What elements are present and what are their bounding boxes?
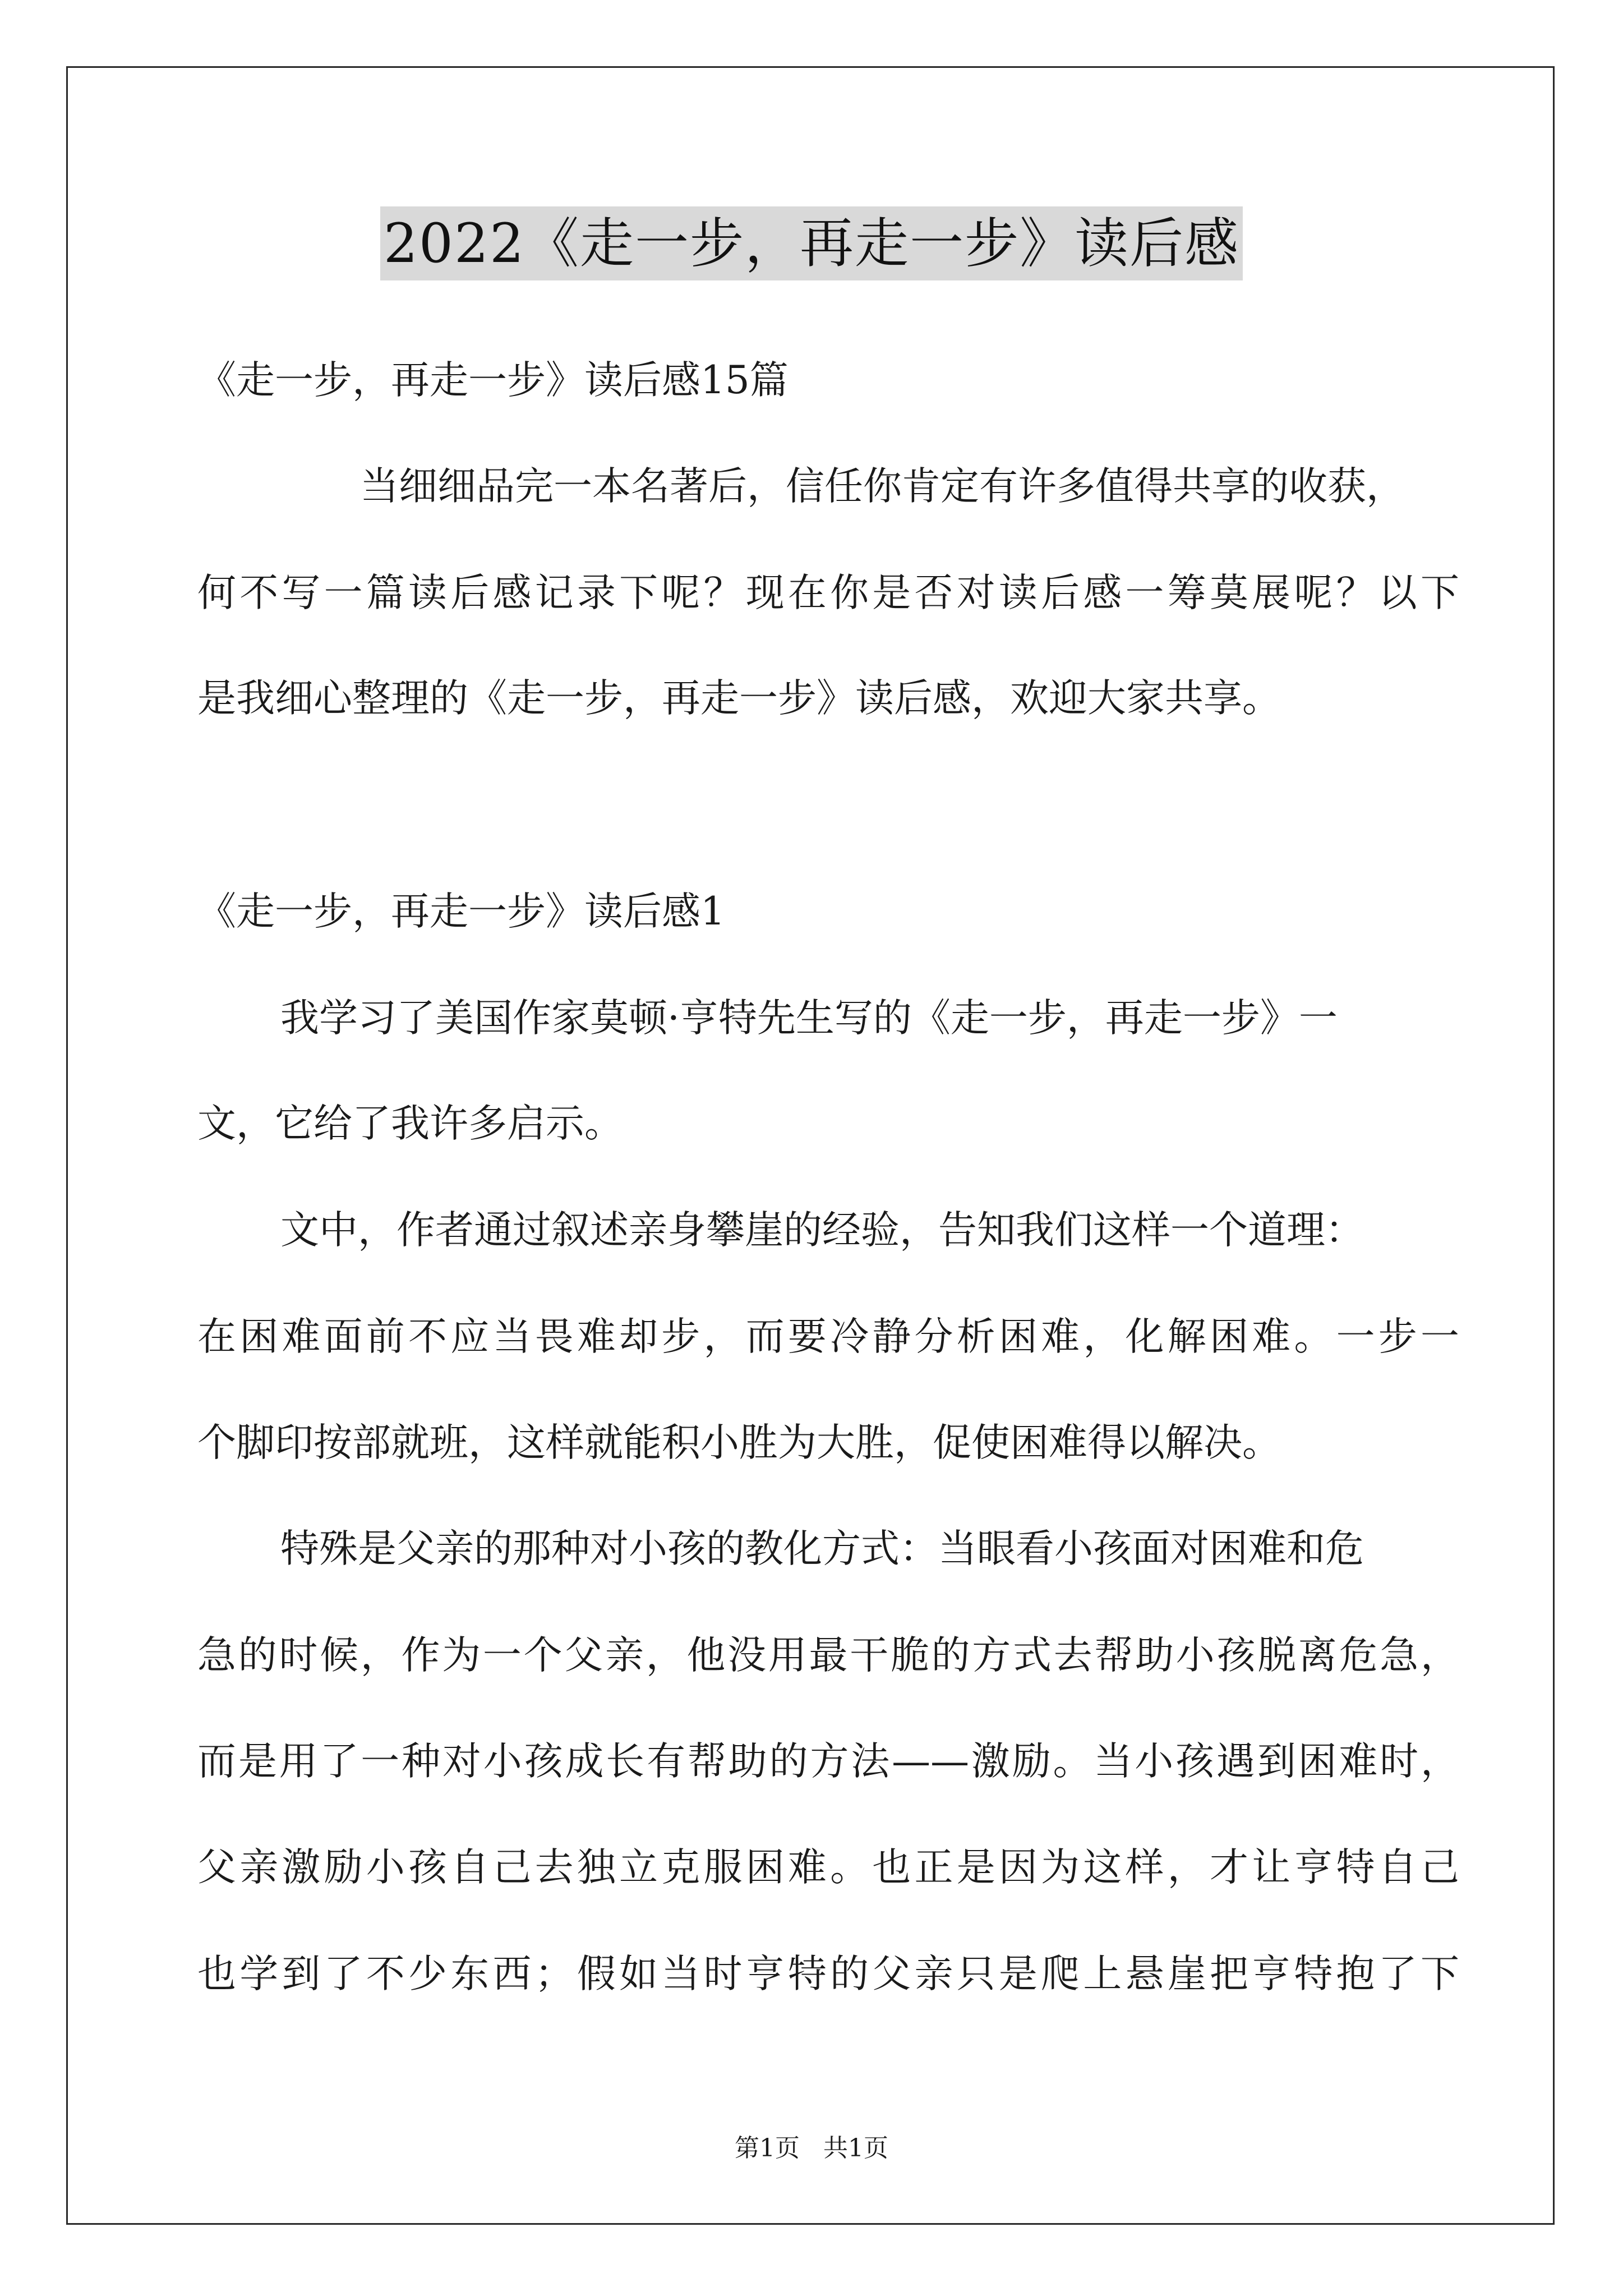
paragraph2-line-3: 个脚印按部就班，这样就能积小胜为大胜，促使困难得以解决。: [197, 1420, 1281, 1465]
intro-line-2: 何不写一篇读后感记录下呢？现在你是否对读后感一筹莫展呢？以下: [197, 570, 1459, 615]
subtitle: 《走一步，再走一步》读后感15篇: [197, 358, 789, 403]
page-number: 第1页 共1页: [735, 2134, 888, 2162]
intro-line-3: 是我细心整理的《走一步，再走一步》读后感，欢迎大家共享。: [197, 676, 1281, 721]
paragraph3-line-2: 急的时候，作为一个父亲，他没用最干脆的方式去帮助小孩脱离危急，: [197, 1633, 1459, 1678]
paragraph3-line-3: 而是用了一种对小孩成长有帮助的方法——激励。当小孩遇到困难时，: [197, 1739, 1459, 1784]
paragraph2-line-1: 文中，作者通过叙述亲身攀崖的经验，告知我们这样一个道理：: [280, 1208, 1364, 1253]
title-container: [0, 206, 1623, 280]
paragraph2-line-2: 在困难面前不应当畏难却步，而要冷静分析困难，化解困难。一步一: [197, 1314, 1459, 1359]
document-title: 2022《走一步，再走一步》读后感: [380, 206, 1243, 280]
intro-line-1: 当细细品完一本名著后，信任你肯定有许多值得共享的收获，: [360, 464, 1405, 509]
paragraph1-line-2: 文，它给了我许多启示。: [197, 1101, 623, 1146]
paragraph3-line-5: 也学到了不少东西；假如当时亨特的父亲只是爬上悬崖把亨特抱了下: [197, 1952, 1459, 1996]
paragraph3-line-1: 特殊是父亲的那种对小孩的教化方式：当眼看小孩面对困难和危: [280, 1526, 1364, 1571]
section-heading: 《走一步，再走一步》读后感1: [197, 889, 725, 934]
paragraph1-line-1: 我学习了美国作家莫顿·亨特先生写的《走一步，再走一步》一: [280, 996, 1338, 1041]
paragraph3-line-4: 父亲激励小孩自己去独立克服困难。也正是因为这样，才让亨特自己: [197, 1845, 1459, 1890]
